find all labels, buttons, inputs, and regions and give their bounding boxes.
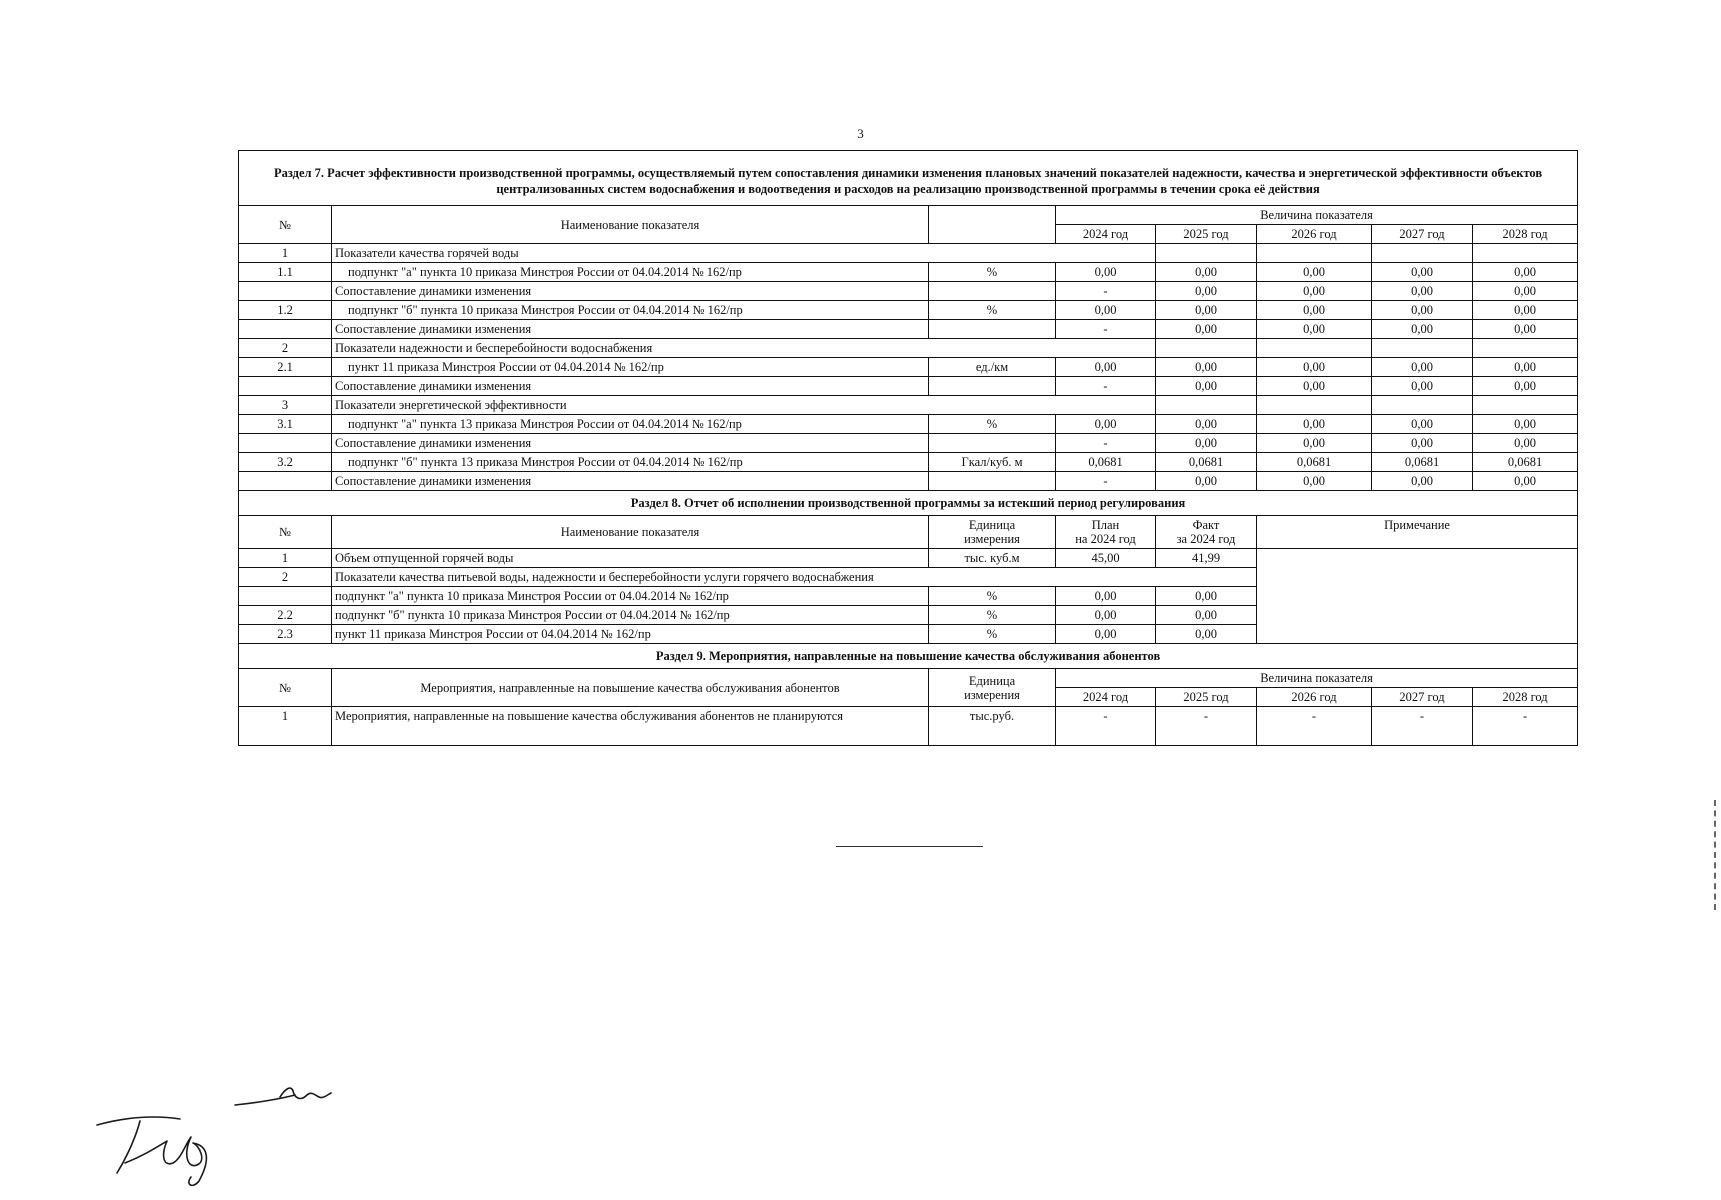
s7-row-unit: % (929, 415, 1056, 434)
s7-row-value: 0,00 (1473, 301, 1578, 320)
s7-row-name: Сопоставление динамики изменения (332, 472, 929, 491)
s8-header-unit-line1: Единица (968, 518, 1016, 532)
s7-row-no: 3 (239, 396, 332, 415)
s7-row-value: - (1056, 377, 1156, 396)
s8-row-fact: 0,00 (1156, 606, 1257, 625)
s7-table-row (239, 301, 1578, 320)
s7-row-value: 0,00 (1257, 415, 1372, 434)
s7-row-blank (1372, 339, 1473, 358)
s8-header-plan-line1: План (1091, 518, 1120, 532)
s8-header-plan-line2: на 2024 год (1075, 532, 1136, 546)
s9-row-value: - (1372, 707, 1473, 746)
s9-row-value: - (1473, 707, 1578, 746)
s8-row-fact: 0,00 (1156, 625, 1257, 644)
s9-row-unit: тыс.руб. (929, 707, 1056, 746)
s8-row-unit: % (929, 625, 1056, 644)
s7-row-blank (1372, 396, 1473, 415)
s7-header-name: Наименование показателя (332, 206, 929, 244)
s8-row-plan: 0,00 (1056, 606, 1156, 625)
s8-row-name: пункт 11 приказа Минстроя России от 04.04.2014 № 162/пр (332, 625, 929, 644)
s7-row-no (239, 320, 332, 339)
s7-row-unit (929, 472, 1056, 491)
s7-row-no: 3.2 (239, 453, 332, 472)
s7-row-name: Сопоставление динамики изменения (332, 434, 929, 453)
s7-table-row (239, 339, 1578, 358)
s7-row-value: 0,00 (1372, 377, 1473, 396)
s7-row-value: 0,00 (1473, 434, 1578, 453)
page-number: 3 (857, 126, 864, 141)
s7-row-name: подпункт "б" пункта 10 приказа Минстроя России от 04.04.2014 № 162/пр (332, 301, 929, 320)
s7-row-value: 0,00 (1473, 320, 1578, 339)
s8-table-row (239, 549, 1578, 568)
s8-header-no: № (239, 516, 332, 549)
s7-row-value: 0,00 (1473, 263, 1578, 282)
s7-row-blank (1372, 244, 1473, 263)
s8-row-plan: 45,00 (1056, 549, 1156, 568)
s9-header-unit (929, 669, 1056, 707)
s8-header-fact (1156, 516, 1257, 549)
s9-header-unit-line2: измерения (964, 687, 1020, 702)
s7-row-value: 0,00 (1257, 377, 1372, 396)
s7-header-year: 2024 год (1056, 225, 1156, 244)
s7-row-name: подпункт "а" пункта 13 приказа Минстроя России от 04.04.2014 № 162/пр (332, 415, 929, 434)
s7-row-value: 0,00 (1473, 472, 1578, 491)
s7-row-group-name: Показатели качества горячей воды (332, 244, 1156, 263)
s7-row-value: 0,00 (1473, 358, 1578, 377)
s9-header-row (239, 669, 1578, 688)
s7-table-row (239, 396, 1578, 415)
s7-row-value: 0,00 (1056, 358, 1156, 377)
s7-row-unit (929, 282, 1056, 301)
s7-row-no: 1.2 (239, 301, 332, 320)
s7-row-unit: ед./км (929, 358, 1056, 377)
s7-row-unit: % (929, 301, 1056, 320)
s7-table-row (239, 244, 1578, 263)
s7-row-blank (1257, 339, 1372, 358)
s8-row-unit: % (929, 587, 1056, 606)
s8-header-plan (1056, 516, 1156, 549)
s7-row-blank (1473, 244, 1578, 263)
s9-header-year: 2024 год (1056, 688, 1156, 707)
s7-row-blank (1156, 339, 1257, 358)
s7-row-value: 0,00 (1156, 358, 1257, 377)
s9-header-year: 2027 год (1372, 688, 1473, 707)
s7-row-value: 0,00 (1372, 415, 1473, 434)
s7-row-value: 0,00 (1156, 415, 1257, 434)
section7-title: Раздел 7. Расчет эффективности производственной программы, осуществляемый путем сопоставления динамики изменения плановых значений показателей надежности, качества и энергетической эффективности объектов централизованных систем водоснабжения и водоотведения и расходов на реализацию производственной программы в течении срока её действия (239, 151, 1578, 206)
s8-header-unit (929, 516, 1056, 549)
s7-row-name: Сопоставление динамики изменения (332, 320, 929, 339)
s8-row-plan: 0,00 (1056, 625, 1156, 644)
s7-row-no: 1 (239, 244, 332, 263)
s7-row-value: 0,00 (1372, 320, 1473, 339)
s8-header-fact-line1: Факт (1192, 518, 1220, 532)
s7-row-value: - (1056, 282, 1156, 301)
s7-row-no (239, 434, 332, 453)
s7-row-value: 0,0681 (1056, 453, 1156, 472)
s7-row-value: - (1056, 320, 1156, 339)
s7-row-blank (1257, 396, 1372, 415)
s7-row-value: 0,00 (1257, 434, 1372, 453)
s7-table-row (239, 320, 1578, 339)
s7-row-value: 0,00 (1257, 282, 1372, 301)
s7-row-value: 0,00 (1257, 472, 1372, 491)
s7-row-no: 2 (239, 339, 332, 358)
s9-row-name: Мероприятия, направленные на повышение качества обслуживания абонентов не планируются (332, 707, 929, 746)
s7-row-no: 1.1 (239, 263, 332, 282)
s7-row-value: 0,00 (1156, 301, 1257, 320)
s7-row-value: 0,00 (1156, 320, 1257, 339)
s7-row-unit (929, 377, 1056, 396)
s7-row-value: 0,00 (1056, 415, 1156, 434)
s8-row-no: 2.2 (239, 606, 332, 625)
s7-row-value: 0,0681 (1372, 453, 1473, 472)
s7-row-unit (929, 434, 1056, 453)
s7-row-blank (1156, 244, 1257, 263)
s7-table-row (239, 415, 1578, 434)
s7-table-row (239, 434, 1578, 453)
s7-row-value: 0,00 (1372, 263, 1473, 282)
s7-row-value: 0,0681 (1473, 453, 1578, 472)
s9-row-value: - (1156, 707, 1257, 746)
s7-header-unit (929, 206, 1056, 244)
s7-row-value: 0,00 (1372, 301, 1473, 320)
s8-title-row (239, 491, 1578, 516)
scan-edge-mark (1714, 800, 1718, 910)
s7-row-value: 0,00 (1257, 358, 1372, 377)
s8-row-plan: 0,00 (1056, 587, 1156, 606)
s7-row-value: 0,00 (1473, 282, 1578, 301)
s7-row-value: 0,00 (1156, 472, 1257, 491)
s7-row-unit: % (929, 263, 1056, 282)
s7-row-value: 0,00 (1257, 320, 1372, 339)
s8-note-cell (1257, 549, 1578, 644)
s7-row-value: 0,00 (1372, 472, 1473, 491)
s9-header-year: 2028 год (1473, 688, 1578, 707)
s7-row-value: 0,00 (1473, 377, 1578, 396)
s7-table-row (239, 377, 1578, 396)
s7-row-no (239, 472, 332, 491)
s7-header-year: 2028 год (1473, 225, 1578, 244)
s9-row-value: - (1056, 707, 1156, 746)
s8-row-fact: 0,00 (1156, 587, 1257, 606)
s9-header-no: № (239, 669, 332, 707)
s8-row-fact: 41,99 (1156, 549, 1257, 568)
s7-row-value: 0,00 (1473, 415, 1578, 434)
s8-row-no: 2 (239, 568, 332, 587)
s7-row-name: Сопоставление динамики изменения (332, 377, 929, 396)
s9-row-no: 1 (239, 707, 332, 746)
handwritten-signature (95, 1085, 355, 1195)
s9-title-row (239, 644, 1578, 669)
s8-row-name: подпункт "б" пункта 10 приказа Минстроя России от 04.04.2014 № 162/пр (332, 606, 929, 625)
s8-row-unit: тыс. куб.м (929, 549, 1056, 568)
s8-header-name: Наименование показателя (332, 516, 929, 549)
s7-row-value: 0,00 (1257, 263, 1372, 282)
s7-row-blank (1156, 396, 1257, 415)
s7-row-value: - (1056, 434, 1156, 453)
s8-header-unit-line2: измерения (964, 532, 1020, 546)
s7-row-blank (1473, 339, 1578, 358)
s8-header-note: Примечание (1257, 516, 1578, 549)
s9-row-value: - (1257, 707, 1372, 746)
s7-header-no: № (239, 206, 332, 244)
s7-row-no: 2.1 (239, 358, 332, 377)
s7-header-year: 2025 год (1156, 225, 1257, 244)
s7-row-value: 0,00 (1372, 358, 1473, 377)
s9-header-value-group: Величина показателя (1056, 669, 1578, 688)
s7-row-value: 0,0681 (1156, 453, 1257, 472)
s7-row-no (239, 282, 332, 301)
s8-row-no: 1 (239, 549, 332, 568)
s7-header-value-group: Величина показателя (1056, 206, 1578, 225)
s7-table-row (239, 282, 1578, 301)
s9-header-year: 2025 год (1156, 688, 1257, 707)
s9-header-name: Мероприятия, направленные на повышение качества обслуживания абонентов (332, 669, 929, 707)
s7-row-value: 0,00 (1156, 263, 1257, 282)
s7-table-row (239, 472, 1578, 491)
s7-row-name: пункт 11 приказа Минстроя России от 04.04.2014 № 162/пр (332, 358, 929, 377)
s7-row-value: 0,0681 (1257, 453, 1372, 472)
s9-header-year: 2026 год (1257, 688, 1372, 707)
s8-row-name: подпункт "а" пункта 10 приказа Минстроя России от 04.04.2014 № 162/пр (332, 587, 929, 606)
s8-header-fact-line2: за 2024 год (1176, 532, 1236, 546)
s9-table-row (239, 707, 1578, 746)
s8-row-name: Объем отпущенной горячей воды (332, 549, 929, 568)
s7-row-blank (1473, 396, 1578, 415)
report-table (238, 150, 1578, 746)
s7-table-row (239, 263, 1578, 282)
s7-row-value: 0,00 (1056, 263, 1156, 282)
s8-row-no (239, 587, 332, 606)
s7-table-row (239, 358, 1578, 377)
s8-row-unit: % (929, 606, 1056, 625)
s7-row-value: 0,00 (1372, 282, 1473, 301)
s7-row-value: 0,00 (1156, 434, 1257, 453)
section9-title: Раздел 9. Мероприятия, направленные на повышение качества обслуживания абонентов (239, 644, 1578, 669)
s7-header-year: 2027 год (1372, 225, 1473, 244)
s7-row-no: 3.1 (239, 415, 332, 434)
s7-row-blank (1257, 244, 1372, 263)
s8-header-row (239, 516, 1578, 549)
s7-row-value: 0,00 (1156, 282, 1257, 301)
s7-row-value: - (1056, 472, 1156, 491)
s7-table-row (239, 453, 1578, 472)
s7-row-group-name: Показатели надежности и бесперебойности водоснабжения (332, 339, 1156, 358)
s7-row-unit (929, 320, 1056, 339)
footer-rule (836, 846, 983, 847)
s7-row-value: 0,00 (1372, 434, 1473, 453)
s7-row-value: 0,00 (1156, 377, 1257, 396)
s7-row-unit: Гкал/куб. м (929, 453, 1056, 472)
s7-row-value: 0,00 (1257, 301, 1372, 320)
s8-row-group-name: Показатели качества питьевой воды, надежности и бесперебойности услуги горячего водоснабжения (332, 568, 1257, 587)
s7-header-year: 2026 год (1257, 225, 1372, 244)
s7-row-no (239, 377, 332, 396)
s7-row-name: Сопоставление динамики изменения (332, 282, 929, 301)
s8-row-no: 2.3 (239, 625, 332, 644)
s7-row-group-name: Показатели энергетической эффективности (332, 396, 1156, 415)
s7-row-name: подпункт "а" пункта 10 приказа Минстроя России от 04.04.2014 № 162/пр (332, 263, 929, 282)
s7-row-value: 0,00 (1056, 301, 1156, 320)
s9-header-unit-line1: Единица (968, 673, 1016, 688)
section8-title: Раздел 8. Отчет об исполнении производственной программы за истекший период регулирования (239, 491, 1578, 516)
s7-row-name: подпункт "б" пункта 13 приказа Минстроя России от 04.04.2014 № 162/пр (332, 453, 929, 472)
